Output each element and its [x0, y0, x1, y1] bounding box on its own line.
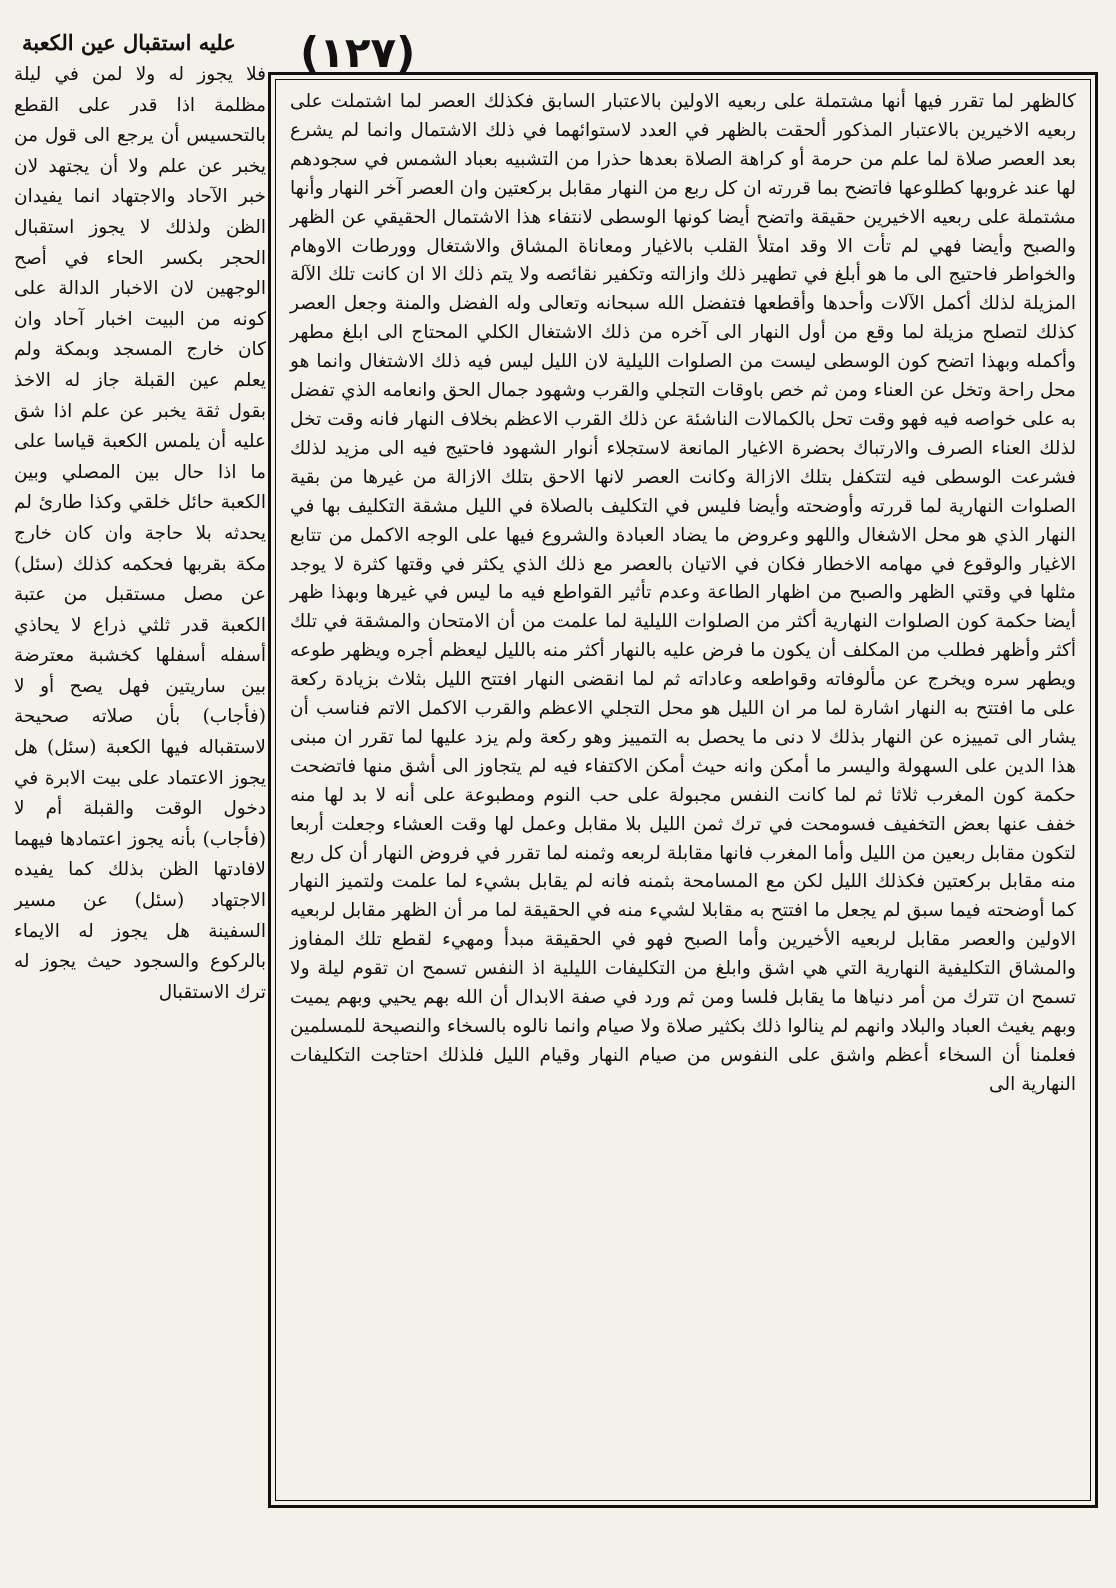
page-number: (۱۲۷) — [300, 28, 416, 77]
main-text-frame — [268, 72, 1098, 1508]
main-body-text: كالظهر لما تقرر فيها أنها مشتملة على ربعيه الاولين بالاعتبار السابق فكذلك العصر لما اشتملت على ربعيه الاخيرين بالاعتبار المذكور ألحقت بالظهر في العدد لاستوائهما في ذلك الاشتمال وانما لم يشرع بعد العصر صلاة لما علم من حرمة أو كراهة الصلاة بعدها حذرا من التشبيه بعباد الشمس في سجودهم لها عند غروبها كطلوعها فاتضح بما قررته ان كل ربع من النهار مقابل بركعتين وان العصر آخر النهار وأنها مشتملة على ربعيه الاخيرين حقيقة واتضح أيضا كونها الوسطى لانتفاء هذا الاشتمال الحقيقي عن الظهر والصبح وأيضا فهي لم تأت الا وقد امتلأ القلب بالاغيار ومعاناة المشاق والاشتغال وورطات الاوهام والخواطر فاحتيج الى ما هو أبلغ في تطهير ذلك وازالته وتكفير نقائصه ولا يتم ذلك الا ان كانت تلك الآلة المزيلة لذلك أكمل الآلات وأحدها وأقطعها فتفضل الله سبحانه وتعالى وله الفضل والمنة وجعل العصر كذلك لتصلح مزيلة لما وقع من أول النهار الى آخره من ذلك الاشتغال الكلي المحتاج الى ابلغ مطهر وأكمله وبهذا اتضح كون الوسطى ليست من الصلوات الليلية لان الليل ليس فيه ذلك الاشتغال وانما هو محل راحة وتخل عن العناء ومن ثم خص باوقات التجلي والقرب وشهود جمال الحق وانعامه الذي تفضل به على خواصه فيه فهو وقت تحل بالكمالات الناشئة عن ذلك القرب الاعظم بخلاف النهار فانه وقت تخل لذلك العناء الصرف والارتباك بحضرة الاغيار المانعة لاستجلاء أنوار الشهود فاحتيج فيه الى مزيد لذلك فشرعت الوسطى فيه لتتكفل بتلك الازالة وكانت العصر لانها الاحق بتلك الازالة من غيرها من بقية الصلوات النهارية لما قررته وأوضحته وأيضا فليس في التكليف بالصلاة في الليل مشقة التكليف بها في النهار الذي هو محل الاشغال واللهو وعروض ما يضاد العبادة والشروع فيها على الوجه الاكمل من تتابع الاغيار والوقوع في مهامه الاخطار فكان في الاتيان بالعصر مع ذلك الذي يكثر في وقتها كثرة لا يوجد مثلها في وقتي الظهر والصبح من اظهار الطاعة وعدم تأثير القواطع فيه ما ليس في غيرها وبهذا ظهر أيضا حكمة كون الصلوات النهارية أكثر من الصلوات الليلية لما علمت من أن الامتحان والمشقة في تلك أكثر وأظهر فطلب من المكلف أن يكون ما فرض عليه بالنهار أكثر منه بالليل ليعظم أجره ويظهر طوعه ويطهر سره ويخرج عن مألوفاته وقواطعه وعاداته ثم لما انقضى النهار افتتح الليل بثلاث بزيادة ركعة على ما افتتح به النهار اشارة لما مر ان الليل هو محل التجلي الاعظم والقرب الاكمل الاتم فناسب أن يشار الى تمييزه عن النهار بذلك لا دنى ما يحصل به التمييز وهو ركعة ولم يزد عليها لما تقرر ان مبنى هذا الدين على السهولة واليسر ما أمكن وانه حيث أمكن الاكتفاء فيه لم يتجاوز الى أشق منها فاتضحت حكمة كون المغرب ثلاثا ثم لما كانت النفس مجبولة على حب النوم ومطبوعة على أنه لا بد لها منه خفف عنها بعض التخفيف فسومحت في ترك ثمن الليل بلا مقابل وعمل لها وقت العشاء وجعلت أربعا لتكون مقابل ربعين من الليل وأما المغرب فانها مقابلة لربعه وثمنه لما تقرر في فروض النهار أن كل ربع منه مقابل بركعتين فكذلك الليل لكن مع المسامحة بثمنه فانه لم يقابل بشيء لما علمت ولتميز النهار كما أوضحته فيما سبق لم يجعل ما افتتح به مقابلا لشيء منه في الحقيقة لما مر أن الظهر مقابل لربعيه الاولين والعصر مقابل لربعيه الأخيرين وأما الصبح فهو في الحقيقة مبدأ ومهيء لقطع تلك المفاوز والمشاق التكليفية النهارية التي هي اشق وابلغ من التكليفات الليلية اذ النفس تسمح ان تقوم ليلة ولا تسمح ان تترك من أمر دنياها ما يقابل فلسا ومن ثم ورد في صفة الابدال أن الله بهم يحيي وبهم يميت وبهم يغيث العباد والبلاد وانهم لم ينالوا ذلك بكثير صلاة ولا صيام وانما نالوه بالسخاء والنصيحة للمسلمين فعلمنا أن السخاء أعظم واشق على النفوس من صيام النهار وقيام الليل فلذلك احتاجت التكليفات النهارية الى — [290, 91, 1076, 1095]
main-text-inner-border — [275, 79, 1091, 1501]
margin-commentary: فلا يجوز له ولا لمن في ليلة مظلمة اذا قدر على القطع بالتحسيس أن يرجع الى قول من يخبر عن علم ولا أن يجتهد لان خبر الآحاد والاجتهاد انما يفيدان الظن ولذلك لا يجوز استقبال الحجر بكسر الحاء في أصح الوجهين لان الاخبار الدالة على كونه من البيت اخبار آحاد وان كان خارج المسجد وبمكة ولم يعلم عين القبلة جاز له الاخذ بقول ثقة يخبر عن علم اذا شق عليه أن يلمس الكعبة قياسا على ما اذا حال بين المصلي وبين الكعبة حائل خلقي وكذا طارئ لم يحدثه بلا حاجة وان كان خارج مكة بقربها فحكمه كذلك (سئل) عن مصل مستقبل من عتبة الكعبة قدر ثلثي ذراع لا يحاذي أسفله أسفلها كخشبة معترضة بين ساريتين فهل يصح أو لا (فأجاب) بأن صلاته صحيحة لاستقباله فيها الكعبة (سئل) هل يجوز الاعتماد على بيت الابرة في دخول الوقت والقبلة أم لا (فأجاب) بأنه يجوز اعتمادها فيهما لافادتها الظن بذلك كما يفيده الاجتهاد (سئل) عن مسير السفينة هل يجوز له الايماء بالركوع والسجود حيث يجوز له ترك الاستقبال — [14, 64, 266, 1003]
running-header: عليه استقبال عين الكعبة — [22, 30, 236, 55]
